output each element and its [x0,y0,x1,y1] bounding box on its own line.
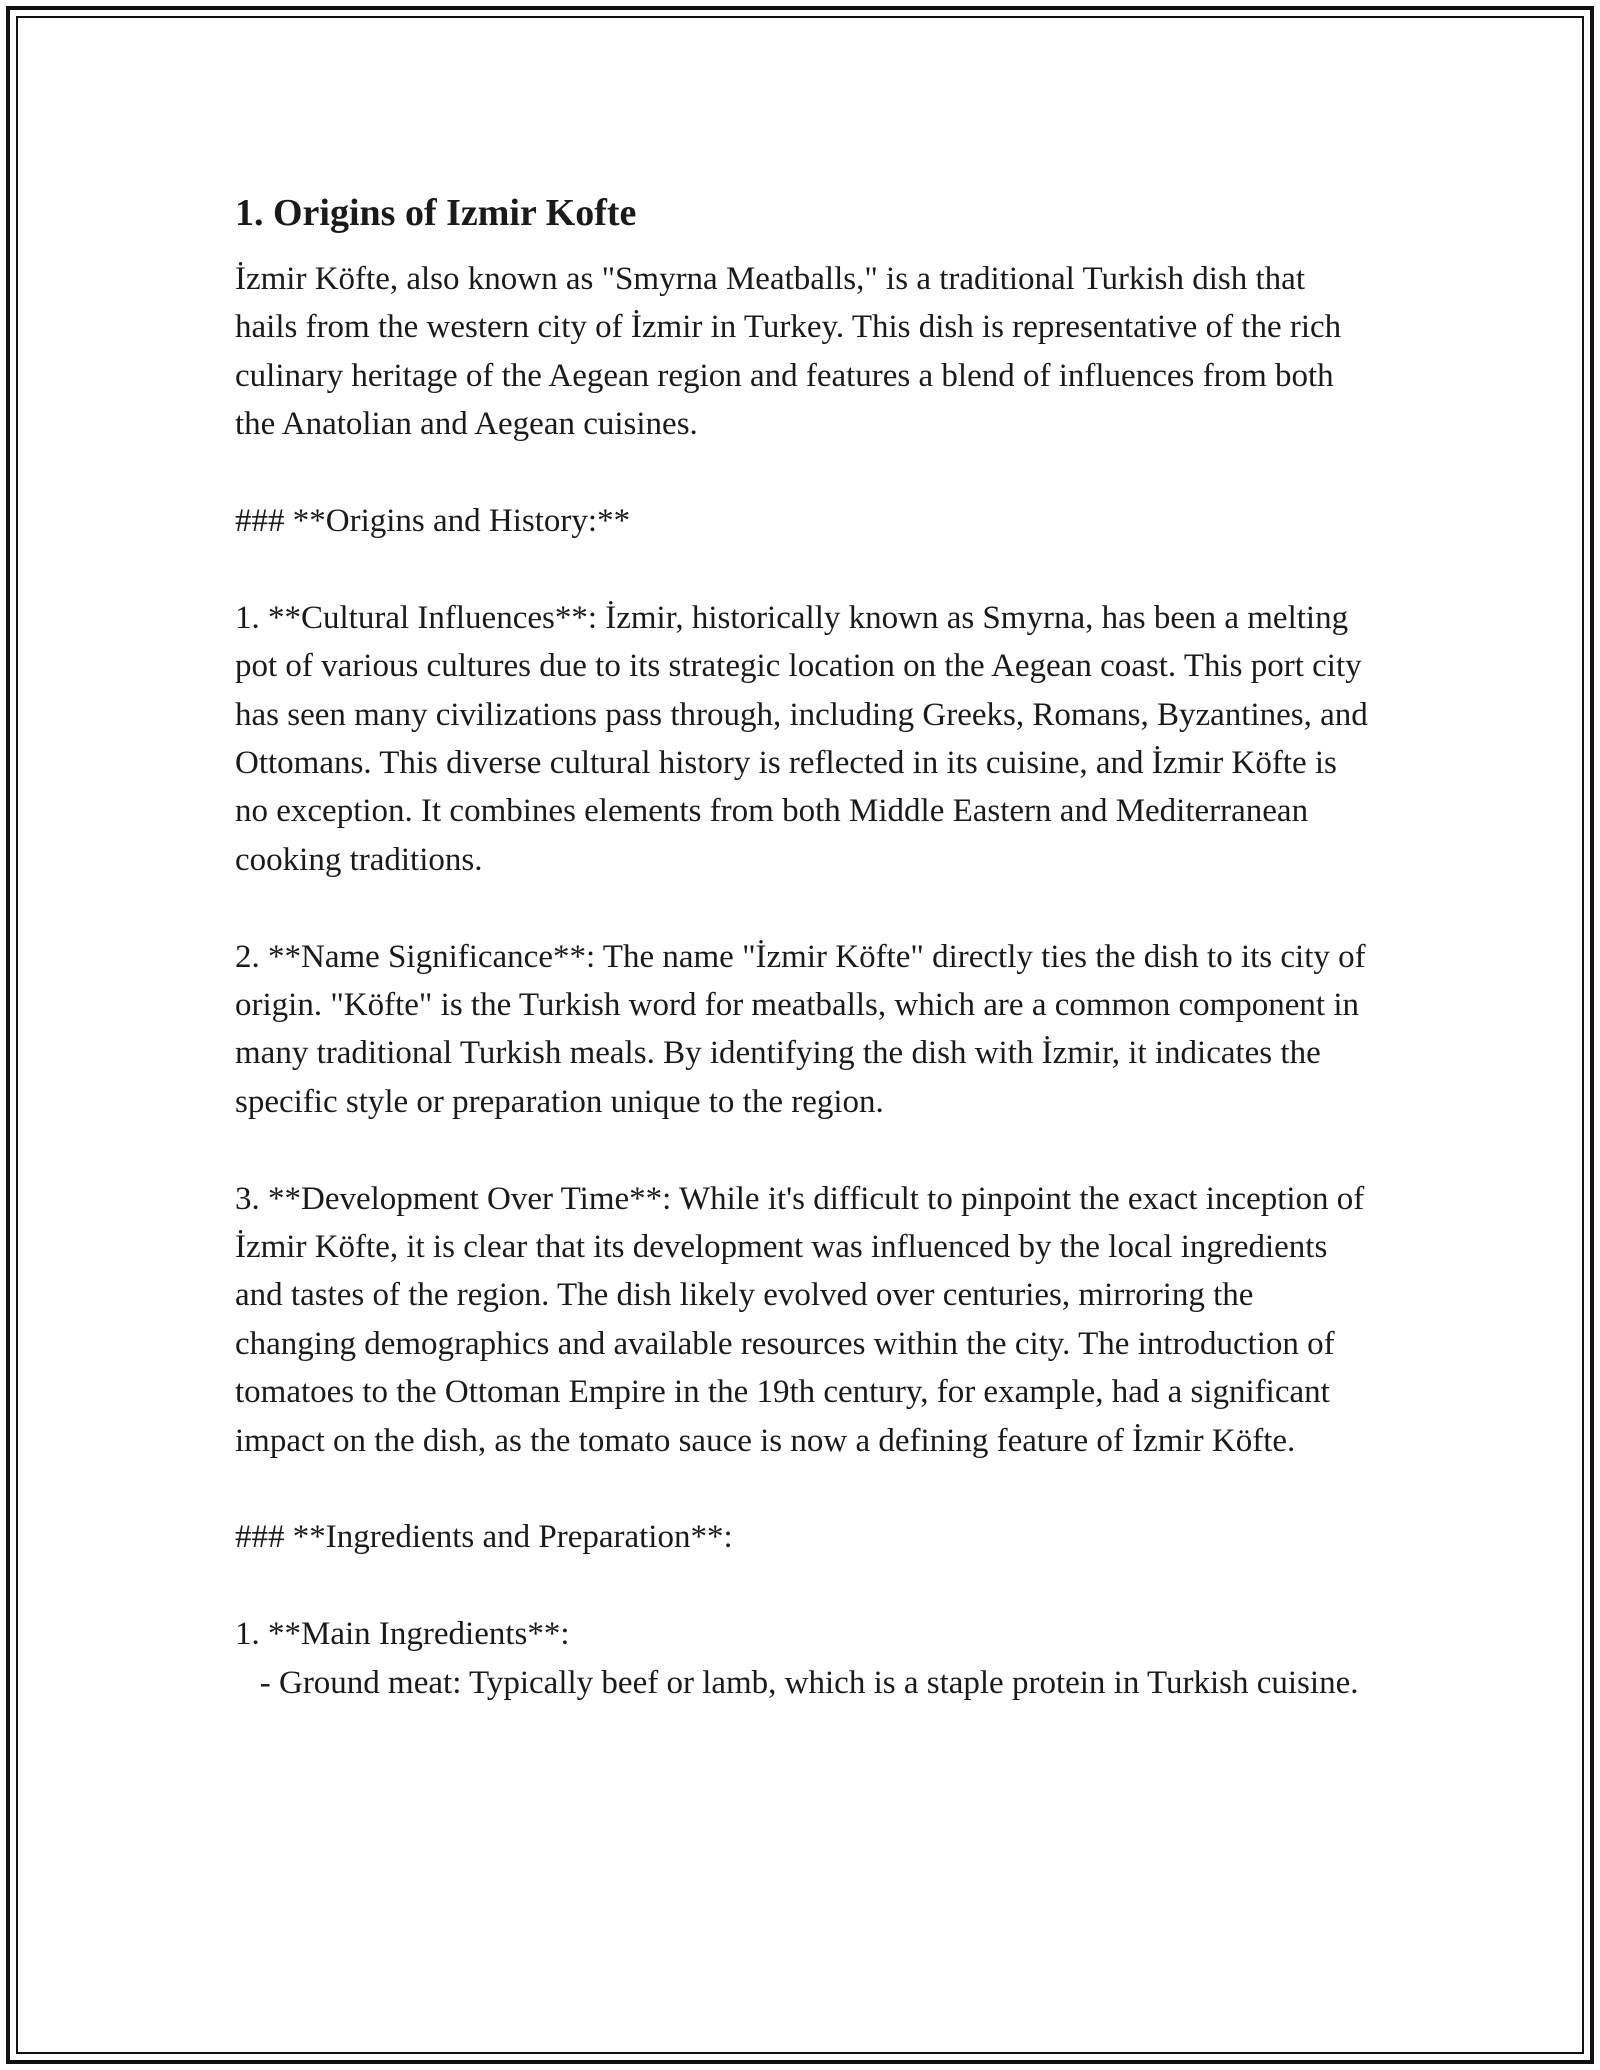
paragraph-cultural-influences: 1. **Cultural Influences**: İzmir, historically known as Smyrna, has been a melting pot of various cultures due to its strategic location on the Aegean coast. This port city has seen many civilizations pass through, including Greeks, Romans, Byzantines, and Ottomans. This diverse cultural history is reflected in its cuisine, and İzmir Köfte is no exception. It combines elements from both Middle Eastern and Mediterranean cooking traditions. [235,599,1377,878]
section-heading-ingredients-preparation: ### **Ingredients and Preparation**: [235,1519,733,1556]
section-heading-origins-history: ### **Origins and History:** [235,503,631,540]
paragraph-name-significance: 2. **Name Significance**: The name "İzmir Köfte" directly ties the dish to its city of origin. "Köfte" is the Turkish word for meatballs, which are a common component in many traditional Turkish meals. By identifying the dish with İzmir, it indicates the specific style or preparation unique to the region. [235,938,1374,1120]
paragraph-main-ingredients: 1. **Main Ingredients**: - Ground meat: Typically beef or lamb, which is a staple protein in Turkish cuisine. [235,1616,1359,1701]
paragraph-development-over-time: 3. **Development Over Time**: While it's difficult to pinpoint the exact inception of İzmir Köfte, it is clear that its development was influenced by the local ingredients and tastes of the region. The dish likely evolved over centuries, mirroring the changing demographics and available resources within the city. The introduction of tomatoes to the Ottoman Empire in the 19th century, for example, had a significant impact on the dish, as the tomato sauce is now a defining feature of İzmir Köfte. [235,1180,1373,1459]
document-title: 1. Origins of Izmir Kofte [235,192,637,234]
document-body [235,185,1375,1707]
intro-paragraph: İzmir Köfte, also known as "Smyrna Meatballs," is a traditional Turkish dish that hails from the western city of İzmir in Turkey. This dish is representative of the rich culinary heritage of the Aegean region and features a blend of influences from both the Anatolian and Aegean cuisines. [235,261,1350,443]
